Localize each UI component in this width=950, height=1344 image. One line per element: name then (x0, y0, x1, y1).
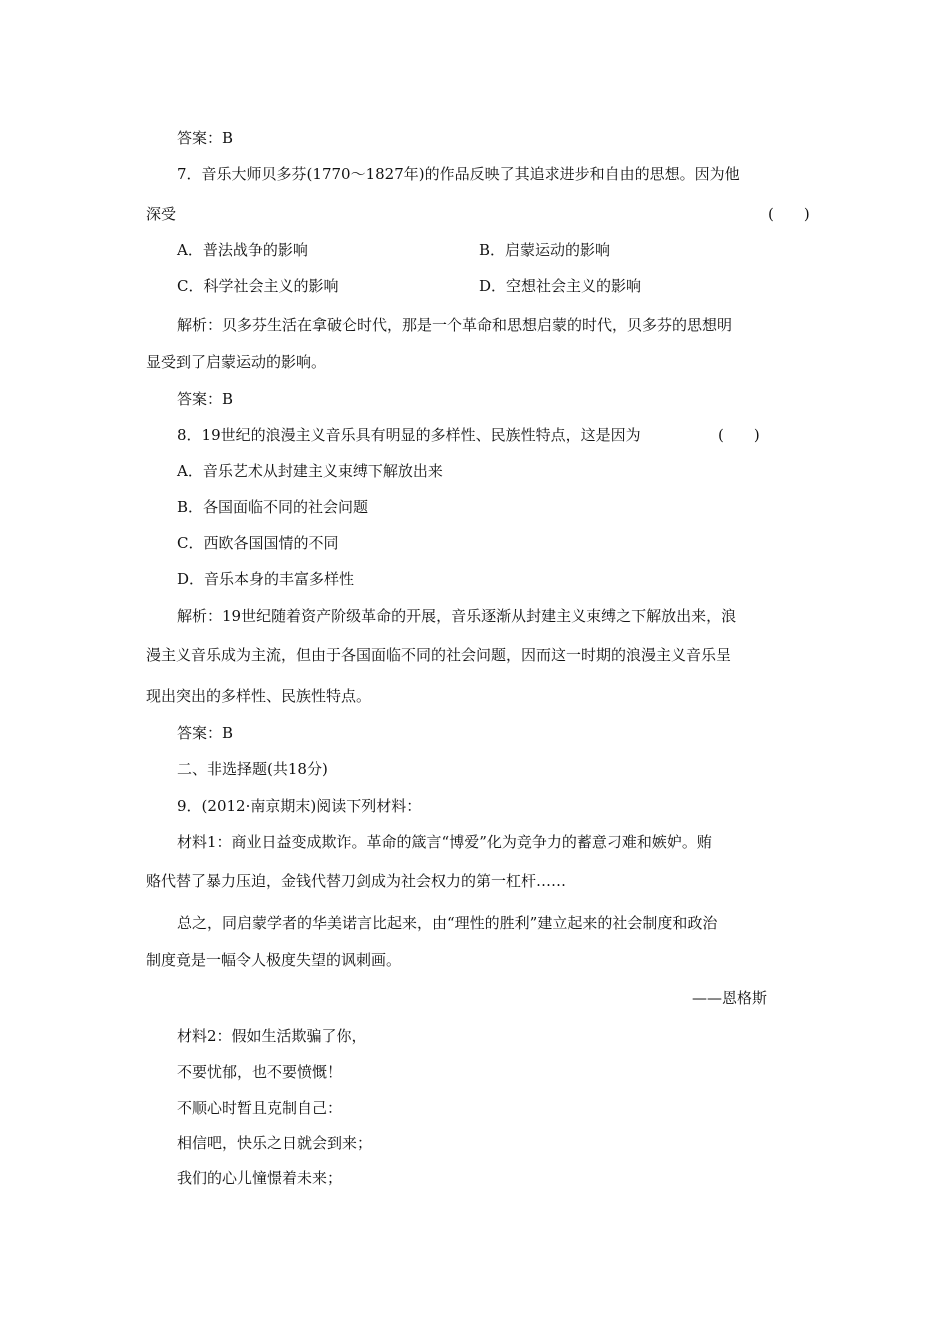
option-a: A．音乐艺术从封建主义束缚下解放出来 (177, 462, 443, 480)
analysis-text-continued: 显受到了启蒙运动的影响。 (146, 353, 327, 371)
question-9-stem: 9．(2012·南京期末)阅读下列材料： (177, 797, 422, 815)
material-2-poem-line: 不顺心时暂且克制自己： (177, 1099, 343, 1117)
analysis-text-continued: 现出突出的多样性、民族性特点。 (146, 687, 372, 705)
material-1-text-continued: 制度竟是一幅令人极度失望的讽刺画。 (146, 951, 402, 969)
analysis-text: 解析：贝多芬生活在拿破仑时代，那是一个革命和思想启蒙的时代，贝多芬的思想明 (177, 316, 733, 334)
question-8-stem: 8．19世纪的浪漫主义音乐具有明显的多样性、民族性特点，这是因为 (177, 426, 641, 444)
material-2-poem-line: 相信吧，快乐之日就会到来； (177, 1134, 373, 1152)
answer-line: 答案：B (177, 390, 234, 408)
answer-bracket: ( ) (718, 426, 760, 444)
answer-line: 答案：B (177, 129, 234, 147)
material-1-text: 材料1：商业日益变成欺诈。革命的箴言“博爱”化为竞争力的蓄意刁难和嫉妒。贿 (177, 833, 712, 851)
option-b: B．各国面临不同的社会问题 (177, 498, 369, 516)
option-a: A．普法战争的影响 (177, 241, 308, 259)
option-d: D．音乐本身的丰富多样性 (177, 570, 355, 588)
material-2-poem-line: 不要忧郁，也不要愤慨！ (177, 1063, 343, 1081)
section-heading: 二、非选择题(共18分) (177, 760, 328, 778)
option-d: D．空想社会主义的影响 (479, 277, 642, 295)
material-1-text-paragraph: 总之，同启蒙学者的华美诺言比起来，由“理性的胜利”建立起来的社会制度和政治 (177, 914, 718, 932)
question-7-stem-continued: 深受 (146, 205, 177, 223)
option-c: C．西欧各国国情的不同 (177, 534, 339, 552)
answer-bracket: ( ) (768, 205, 810, 223)
question-7-stem: 7．音乐大师贝多芬(1770～1827年)的作品反映了其追求进步和自由的思想。因为他 (177, 165, 740, 183)
material-2-poem-line: 材料2：假如生活欺骗了你， (177, 1027, 367, 1045)
option-b: B．启蒙运动的影响 (479, 241, 611, 259)
analysis-text: 解析：19世纪随着资产阶级革命的开展，音乐逐渐从封建主义束缚之下解放出来，浪 (177, 607, 737, 625)
material-1-source: ——恩格斯 (691, 989, 767, 1007)
material-2-poem-line: 我们的心儿憧憬着未来； (177, 1169, 343, 1187)
option-c: C．科学社会主义的影响 (177, 277, 339, 295)
analysis-text-continued: 漫主义音乐成为主流，但由于各国面临不同的社会问题，因而这一时期的浪漫主义音乐呈 (146, 646, 732, 664)
answer-line: 答案：B (177, 724, 234, 742)
material-1-text-continued: 赂代替了暴力压迫，金钱代替刀剑成为社会权力的第一杠杆…… (146, 872, 567, 890)
